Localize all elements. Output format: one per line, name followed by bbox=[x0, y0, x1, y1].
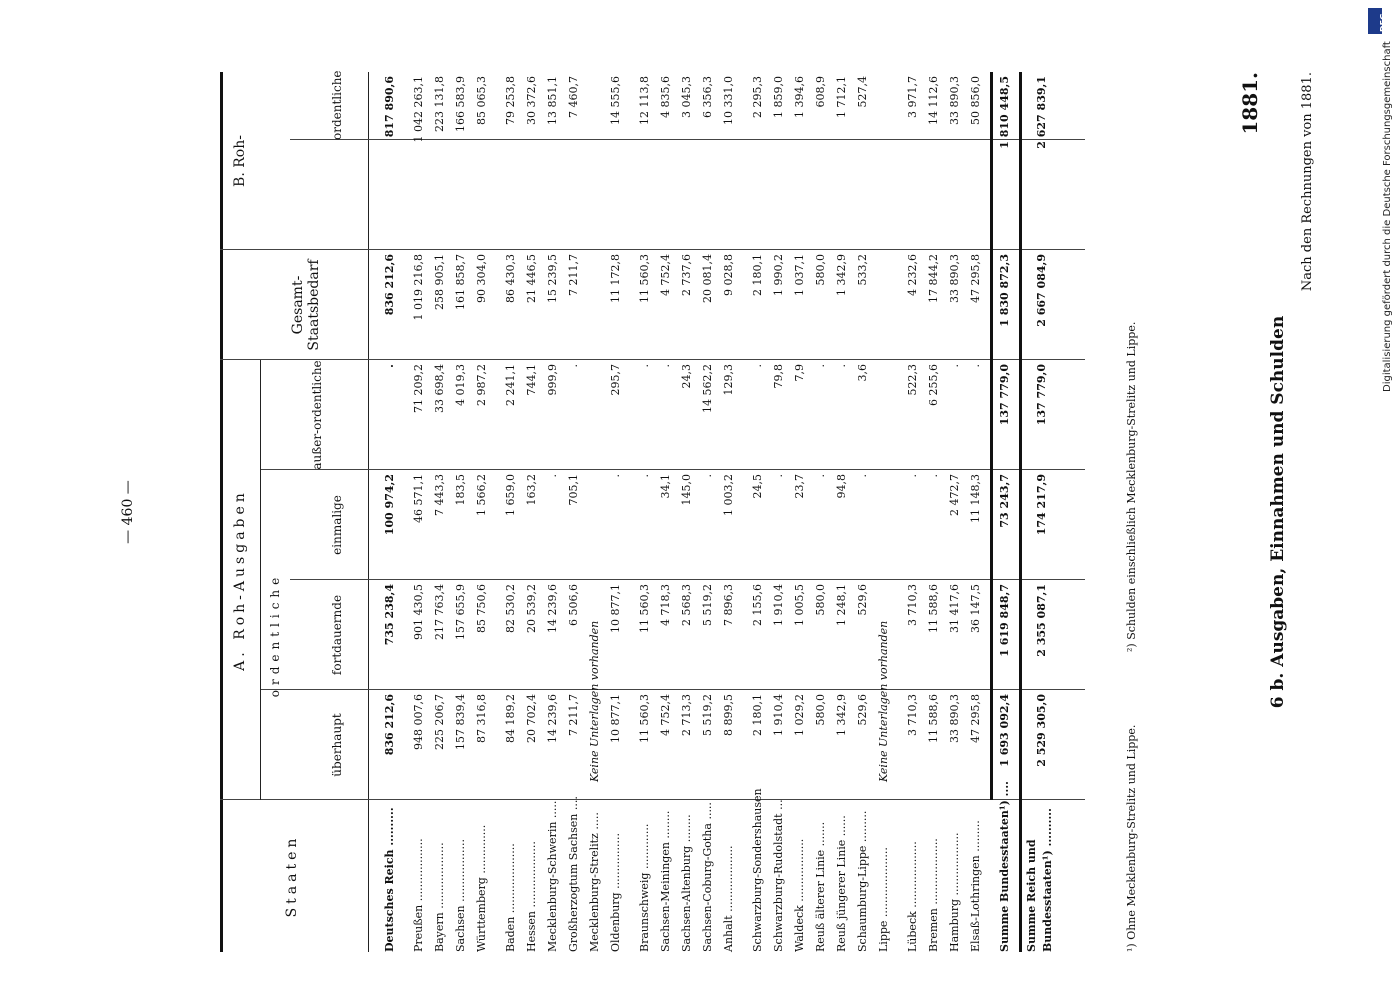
row-label: Mecklenburg-Schwerin ..... bbox=[546, 800, 559, 952]
row-label: Schwarzburg-Sondershausen bbox=[751, 788, 764, 952]
table-cell: 157 839,4 bbox=[454, 694, 467, 750]
table-top-rule bbox=[220, 72, 223, 952]
table-cell: 157 655,9 bbox=[454, 584, 467, 640]
header-group-a: A. Roh-Ausgaben bbox=[232, 489, 248, 671]
table-cell: 6 356,3 bbox=[701, 76, 714, 118]
table-cell: 14 239,6 bbox=[546, 694, 559, 743]
table-cell: 14 239,6 bbox=[546, 584, 559, 633]
table-cell: 705,1 bbox=[567, 474, 580, 506]
table-cell: 225 206,7 bbox=[433, 694, 446, 750]
table-cell: 1 712,1 bbox=[835, 76, 848, 118]
header-b-ordentliche: ordentliche bbox=[330, 70, 344, 140]
row-label: Anhalt ................... bbox=[722, 845, 735, 952]
table-cell: 11 560,3 bbox=[638, 254, 651, 303]
table-cell: 4 232,6 bbox=[906, 254, 919, 296]
table-cell: 223 131,8 bbox=[433, 76, 446, 132]
table-cell: 137 779,0 bbox=[998, 364, 1011, 426]
table-cell: 9 028,8 bbox=[722, 254, 735, 296]
table-cell: 2 987,2 bbox=[475, 364, 488, 406]
table-cell: 1 005,5 bbox=[793, 584, 806, 626]
table-cell: 84 189,2 bbox=[504, 694, 517, 743]
table-cell: 295,7 bbox=[609, 364, 622, 396]
table-cell: 6 506,6 bbox=[567, 584, 580, 626]
table-cell: 836 212,6 bbox=[383, 694, 396, 756]
table-cell: 2 355 087,1 bbox=[1035, 584, 1048, 657]
table-cell: 4 752,4 bbox=[659, 694, 672, 736]
table-cell: 529,6 bbox=[856, 584, 869, 616]
table-cell: 20 081,4 bbox=[701, 254, 714, 303]
col-rule-5 bbox=[220, 249, 1085, 250]
table-cell: 7 443,3 bbox=[433, 474, 446, 516]
table-cell: 1 342,9 bbox=[835, 254, 848, 296]
table-cell: 24,3 bbox=[680, 364, 693, 389]
table-cell: 94,8 bbox=[835, 474, 848, 499]
table-cell: 14 112,6 bbox=[927, 76, 940, 125]
table-cell: 5 519,2 bbox=[701, 694, 714, 736]
table-cell: 217 763,4 bbox=[433, 584, 446, 640]
row-label: Reuß jüngerer Linie ...... bbox=[835, 815, 848, 952]
table-cell: 10 877,1 bbox=[609, 584, 622, 633]
table-cell: 1 859,0 bbox=[772, 76, 785, 118]
table-cell: 258 905,1 bbox=[433, 254, 446, 310]
table-cell: . bbox=[814, 364, 827, 368]
table-cell: . bbox=[835, 364, 848, 368]
table-cell: 10 331,0 bbox=[722, 76, 735, 125]
header-gesamt: Gesamt-Staatsbedarf bbox=[290, 259, 322, 351]
row-label: Oldenburg ................ bbox=[609, 832, 622, 952]
table-cell: 36 147,5 bbox=[969, 584, 982, 633]
row-label: Bremen ................... bbox=[927, 838, 940, 952]
row-label: Hamburg .................. bbox=[948, 832, 961, 952]
table-cell: 2 627 839,1 bbox=[1035, 76, 1048, 149]
table-cell: 33 890,3 bbox=[948, 254, 961, 303]
table-cell: 21 446,5 bbox=[525, 254, 538, 303]
table-cell: 46 571,1 bbox=[412, 474, 425, 523]
dfg-logo-text: DFG bbox=[1379, 13, 1388, 32]
table-cell: 2 568,3 bbox=[680, 584, 693, 626]
table-cell: 1 042 263,1 bbox=[412, 76, 425, 143]
row-label: Württemberg .............. bbox=[475, 824, 488, 952]
table-cell: 10 877,1 bbox=[609, 694, 622, 743]
header-ueberhaupt: überhaupt bbox=[330, 713, 344, 777]
row-label: Sachsen-Altenburg ........ bbox=[680, 814, 693, 952]
table-cell: . bbox=[659, 364, 672, 368]
table-cell: 82 530,2 bbox=[504, 584, 517, 633]
table-cell: 14 562,2 bbox=[701, 364, 714, 413]
table-cell: 735 238,4 bbox=[383, 584, 396, 646]
table-cell: 5 519,2 bbox=[701, 584, 714, 626]
header-ordentliche: ordentliche bbox=[268, 572, 282, 698]
row-label: Schwarzburg-Rudolstadt ... bbox=[772, 799, 785, 952]
title-year: 1881. bbox=[1238, 72, 1262, 135]
table-cell: 1 037,1 bbox=[793, 254, 806, 296]
table-cell: 580,0 bbox=[814, 694, 827, 726]
table-cell: 14 555,6 bbox=[609, 76, 622, 125]
table-cell: 3 045,3 bbox=[680, 76, 693, 118]
table-cell: 999,9 bbox=[546, 364, 559, 396]
table-cell: 183,5 bbox=[454, 474, 467, 506]
row-label: Lübeck ................... bbox=[906, 841, 919, 952]
table-cell: 15 239,5 bbox=[546, 254, 559, 303]
table-cell: 1 342,9 bbox=[835, 694, 848, 736]
table-cell: 1 394,6 bbox=[793, 76, 806, 118]
row-label: Elsaß-Lothringen ......... bbox=[969, 820, 982, 952]
table-cell: 901 430,5 bbox=[412, 584, 425, 640]
table-cell: 12 113,8 bbox=[638, 76, 651, 125]
table-cell: 3 710,3 bbox=[906, 694, 919, 736]
row-label: Summe Reich und Bundesstaaten¹) .......... bbox=[1025, 808, 1054, 952]
row-label: Sachsen-Meiningen ........ bbox=[659, 810, 672, 952]
table-cell: 71 209,2 bbox=[412, 364, 425, 413]
header-staaten: Staaten bbox=[284, 834, 300, 918]
col-rule-1 bbox=[260, 689, 1085, 690]
group-a-rule bbox=[260, 360, 261, 800]
table-cell: 11 560,3 bbox=[638, 584, 651, 633]
row-label: Mecklenburg-Strelitz ..... bbox=[588, 812, 601, 952]
row-label: Großherzogtum Sachsen .... bbox=[567, 796, 580, 952]
table-cell: 2 667 084,9 bbox=[1035, 254, 1048, 327]
table-cell: 7 211,7 bbox=[567, 254, 580, 296]
row-label: Reuß älterer Linie ....... bbox=[814, 821, 827, 952]
table-cell: 2 472,7 bbox=[948, 474, 961, 516]
sum-rule bbox=[990, 72, 993, 800]
table-cell: 4 752,4 bbox=[659, 254, 672, 296]
table-cell: 20 539,2 bbox=[525, 584, 538, 633]
header-group-b: B. Roh- bbox=[232, 135, 248, 187]
table-cell: 533,2 bbox=[856, 254, 869, 286]
row-label: Bayern ................... bbox=[433, 842, 446, 952]
table-cell: 17 844,2 bbox=[927, 254, 940, 303]
table-cell: 85 750,6 bbox=[475, 584, 488, 633]
table-cell: 161 858,7 bbox=[454, 254, 467, 310]
row-label: Summe Bundesstaaten¹) .... bbox=[998, 781, 1011, 952]
table-cell: 2 241,1 bbox=[504, 364, 517, 406]
table-cell: 11 588,6 bbox=[927, 584, 940, 633]
dfg-logo bbox=[1368, 8, 1388, 34]
row-label: Sachsen-Coburg-Gotha ..... bbox=[701, 802, 714, 952]
table-cell: 174 217,9 bbox=[1035, 474, 1048, 536]
table-cell: 1 248,1 bbox=[835, 584, 848, 626]
table-cell: . bbox=[814, 474, 827, 478]
table-cell: 7,9 bbox=[793, 364, 806, 382]
table-cell: 580,0 bbox=[814, 254, 827, 286]
table-cell: . bbox=[948, 364, 961, 368]
table-cell: 1 003,2 bbox=[722, 474, 735, 516]
row-label: Schaumburg-Lippe ......... bbox=[856, 810, 869, 952]
table-cell: . bbox=[927, 474, 940, 478]
table-cell: 4 019,3 bbox=[454, 364, 467, 406]
dfg-watermark: Digitalisierung gefördert durch die Deutsche Forschungsgemeinschaft bbox=[1382, 41, 1393, 392]
table-cell: 4 835,6 bbox=[659, 76, 672, 118]
table-cell: 1 619 848,7 bbox=[998, 584, 1011, 657]
table-cell: . bbox=[856, 474, 869, 478]
row-label: Deutsches Reich .......... bbox=[383, 807, 396, 952]
table-cell: 85 065,3 bbox=[475, 76, 488, 125]
total-rule bbox=[1019, 72, 1022, 952]
table-cell: 50 856,0 bbox=[969, 76, 982, 125]
table-cell: 3 710,3 bbox=[906, 584, 919, 626]
table-cell: . bbox=[383, 364, 396, 368]
table-cell: 33 890,3 bbox=[948, 694, 961, 743]
table-cell: . bbox=[638, 474, 651, 478]
table-cell: . bbox=[772, 474, 785, 478]
table-cell: 129,3 bbox=[722, 364, 735, 396]
table-cell: 47 295,8 bbox=[969, 254, 982, 303]
table-cell: . bbox=[638, 364, 651, 368]
table-cell: 163,2 bbox=[525, 474, 538, 506]
statistics-table bbox=[220, 72, 1085, 952]
table-cell: 4 718,3 bbox=[659, 584, 672, 626]
table-cell: 2 737,6 bbox=[680, 254, 693, 296]
table-cell: 11 560,3 bbox=[638, 694, 651, 743]
table-cell: 79,8 bbox=[772, 364, 785, 389]
table-cell: . bbox=[609, 474, 622, 478]
col-rule-3 bbox=[260, 469, 1085, 470]
row-label: Hessen ................... bbox=[525, 841, 538, 952]
table-cell: 744,1 bbox=[525, 364, 538, 396]
table-cell: 137 779,0 bbox=[1035, 364, 1048, 426]
table-cell: . bbox=[701, 474, 714, 478]
footnote-2: ²) Schulden einschließlich Mecklenburg-Strelitz und Lippe. bbox=[1125, 321, 1138, 652]
header-fortdauernde: fortdauernde bbox=[330, 594, 344, 676]
row-note: Keine Unterlagen vorhanden bbox=[877, 620, 890, 782]
table-cell: 2 529 305,0 bbox=[1035, 694, 1048, 767]
table-cell: 580,0 bbox=[814, 584, 827, 616]
row-label: Sachsen .................. bbox=[454, 838, 467, 952]
table-cell: 529,6 bbox=[856, 694, 869, 726]
table-cell: . bbox=[751, 364, 764, 368]
table-cell: 33 890,3 bbox=[948, 76, 961, 125]
table-cell: 47 295,8 bbox=[969, 694, 982, 743]
table-cell: . bbox=[906, 474, 919, 478]
table-cell: 2 180,1 bbox=[751, 254, 764, 296]
title-subtitle: Nach den Rechnungen von 1881. bbox=[1300, 72, 1315, 292]
row-label: Waldeck .................. bbox=[793, 838, 806, 952]
table-cell: 23,7 bbox=[793, 474, 806, 499]
table-cell: 608,9 bbox=[814, 76, 827, 108]
row-label: Braunschweig ............. bbox=[638, 823, 651, 952]
table-cell: 24,5 bbox=[751, 474, 764, 499]
table-cell: 6 255,6 bbox=[927, 364, 940, 406]
table-cell: 3,6 bbox=[856, 364, 869, 382]
table-cell: 2 713,3 bbox=[680, 694, 693, 736]
table-cell: 7 460,7 bbox=[567, 76, 580, 118]
table-cell: 79 253,8 bbox=[504, 76, 517, 125]
table-cell: 527,4 bbox=[856, 76, 869, 108]
table-cell: 1 910,4 bbox=[772, 584, 785, 626]
footnote-1: ¹) Ohne Mecklenburg-Strelitz und Lippe. bbox=[1125, 724, 1138, 952]
table-cell: 522,3 bbox=[906, 364, 919, 396]
table-cell: 3 971,7 bbox=[906, 76, 919, 118]
table-cell: 1 029,2 bbox=[793, 694, 806, 736]
table-cell: 1 990,2 bbox=[772, 254, 785, 296]
row-label: Baden .................... bbox=[504, 843, 517, 952]
row-label: Lippe .................... bbox=[877, 847, 890, 952]
row-note: Keine Unterlagen vorhanden bbox=[588, 620, 601, 782]
table-cell: 11 148,3 bbox=[969, 474, 982, 523]
table-cell: 7 211,7 bbox=[567, 694, 580, 736]
title-main: 6 b. Ausgaben, Einnahmen und Schulden bbox=[1268, 315, 1288, 709]
table-cell: 1 830 872,3 bbox=[998, 254, 1011, 327]
header-einmalige: einmalige bbox=[330, 495, 344, 555]
table-cell: 2 155,6 bbox=[751, 584, 764, 626]
table-cell: 166 583,9 bbox=[454, 76, 467, 132]
table-cell: 11 588,6 bbox=[927, 694, 940, 743]
table-cell: 11 172,8 bbox=[609, 254, 622, 303]
table-cell: 1 019 216,8 bbox=[412, 254, 425, 321]
table-cell: 1 659,0 bbox=[504, 474, 517, 516]
table-cell: 836 212,6 bbox=[383, 254, 396, 316]
table-cell: 1 693 092,4 bbox=[998, 694, 1011, 767]
row-label: Preußen .................. bbox=[412, 838, 425, 952]
table-cell: 30 372,6 bbox=[525, 76, 538, 125]
table-cell: 1 810 448,5 bbox=[998, 76, 1011, 149]
page-number: — 460 — bbox=[120, 480, 136, 544]
table-cell: 2 295,3 bbox=[751, 76, 764, 118]
table-cell: 13 851,1 bbox=[546, 76, 559, 125]
table-cell: 100 974,2 bbox=[383, 474, 396, 536]
table-cell: . bbox=[546, 474, 559, 478]
table-cell: 1 910,4 bbox=[772, 694, 785, 736]
table-cell: 33 698,4 bbox=[433, 364, 446, 413]
table-cell: 86 430,3 bbox=[504, 254, 517, 303]
table-cell: 90 304,0 bbox=[475, 254, 488, 303]
table-cell: 73 243,7 bbox=[998, 474, 1011, 528]
table-cell: 1 566,2 bbox=[475, 474, 488, 516]
table-cell: 20 702,4 bbox=[525, 694, 538, 743]
table-cell: 817 890,6 bbox=[383, 76, 396, 138]
table-cell: 2 180,1 bbox=[751, 694, 764, 736]
header-ausserordentliche: außer-ordentliche bbox=[310, 360, 324, 470]
table-cell: 7 896,3 bbox=[722, 584, 735, 626]
table-cell: . bbox=[567, 364, 580, 368]
table-cell: 31 417,6 bbox=[948, 584, 961, 633]
col-rule-2 bbox=[290, 579, 1085, 580]
table-cell: 87 316,8 bbox=[475, 694, 488, 743]
table-cell: 34,1 bbox=[659, 474, 672, 499]
table-cell: 145,0 bbox=[680, 474, 693, 506]
table-cell: . bbox=[969, 364, 982, 368]
col-rule-4 bbox=[220, 359, 1085, 360]
table-cell: 8 899,5 bbox=[722, 694, 735, 736]
rotated-table-block bbox=[120, 70, 1380, 952]
table-cell: 948 007,6 bbox=[412, 694, 425, 750]
header-bottom-rule bbox=[368, 72, 369, 952]
